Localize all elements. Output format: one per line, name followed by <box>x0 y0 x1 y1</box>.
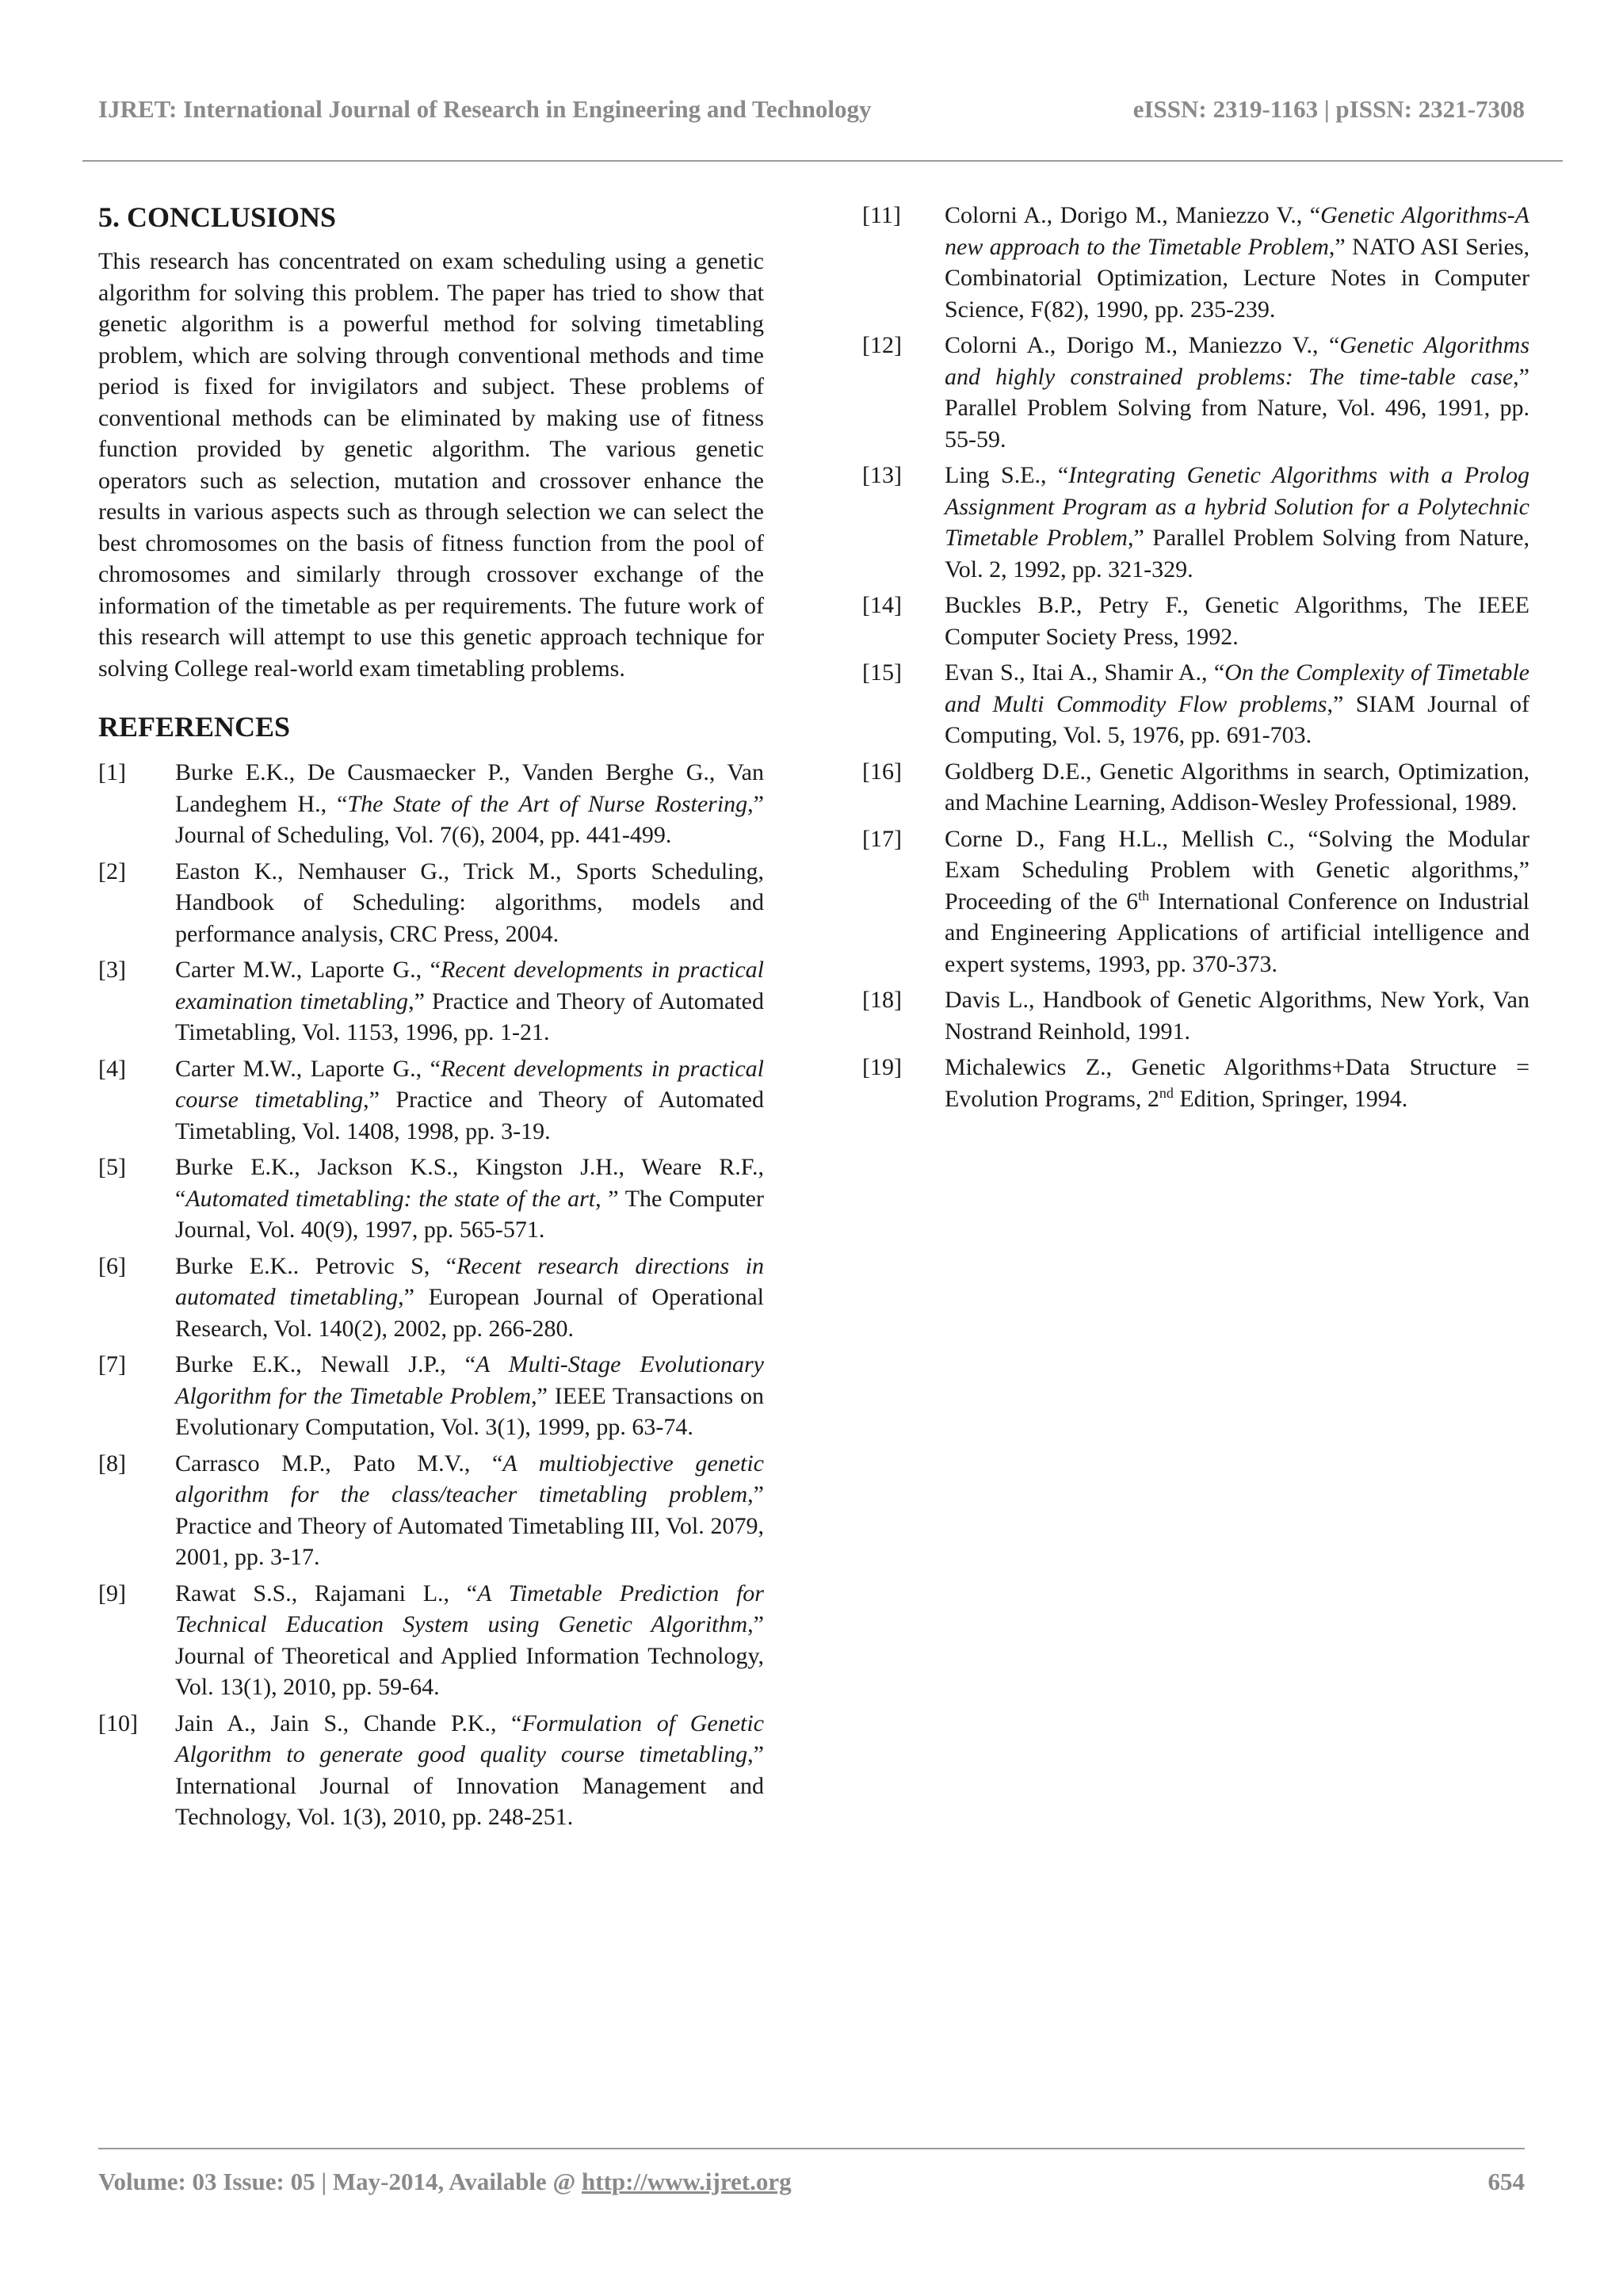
volume-info: Volume: 03 Issue: 05 | May-2014, Available @ http://www.ijret.org <box>98 2168 792 2195</box>
reference-item <box>862 756 1529 819</box>
reference-text: Goldberg D.E., Genetic Algorithms in search, Optimization, and Machine Learning, Addison-Wesley Professional, 1989. <box>945 758 1529 816</box>
reference-title: A multiobjective genetic algorithm for the class/teacher timetabling problem <box>175 1450 764 1507</box>
reference-number: [4] <box>98 1055 126 1082</box>
reference-title: Genetic Algorithms and highly constrained problems: The time-table case <box>945 332 1529 390</box>
reference-item <box>98 1448 764 1573</box>
reference-number: [16] <box>862 758 902 785</box>
reference-item <box>98 1251 764 1345</box>
reference-item <box>862 460 1529 585</box>
reference-title: Genetic Algorithms-A new approach to the Timetable Problem <box>945 202 1529 260</box>
reference-title: Recent developments in practical course timetabling <box>175 1055 764 1113</box>
reference-title: The State of the Art of Nurse Rostering <box>347 790 748 817</box>
reference-number: [5] <box>98 1154 126 1180</box>
reference-text: Rawat S.S., Rajamani L., “A Timetable Prediction for Technical Education System using Genetic Algorithm,” Journal of Theoretical and Applied Information Technology, Vol. 13(1), 2010, pp. 59-64. <box>175 1580 764 1700</box>
header-divider <box>82 160 1563 162</box>
reference-number: [13] <box>862 462 902 488</box>
left-column <box>98 200 764 1838</box>
reference-item <box>862 330 1529 455</box>
reference-item <box>98 856 764 950</box>
reference-item <box>862 984 1529 1047</box>
reference-item <box>862 200 1529 325</box>
journal-title: IJRET: International Journal of Research in Engineering and Technology <box>98 95 872 123</box>
reference-item <box>98 1053 764 1148</box>
reference-number: [6] <box>98 1252 126 1279</box>
reference-text: Carter M.W., Laporte G., “Recent developments in practical examination timetabling,” Practice and Theory of Automated Timetabling, Vol. 1153, 1996, pp. 1-21. <box>175 957 764 1045</box>
reference-number: [2] <box>98 858 126 884</box>
right-column <box>862 200 1529 1119</box>
reference-title: A Timetable Prediction for Technical Education System using Genetic Algorithm <box>175 1580 764 1637</box>
reference-title: On the Complexity of Timetable and Multi Commodity Flow problems <box>945 659 1530 717</box>
reference-number: [8] <box>98 1450 126 1477</box>
reference-number: [7] <box>98 1351 126 1377</box>
page-footer <box>98 2168 1525 2196</box>
reference-text: Carter M.W., Laporte G., “Recent developments in practical course timetabling,” Practice and Theory of Automated Timetabling, Vol. 1408, 1998, pp. 3-19. <box>175 1055 764 1144</box>
reference-item <box>98 1152 764 1246</box>
reference-number: [18] <box>862 987 902 1013</box>
reference-text: Colorni A., Dorigo M., Maniezzo V., “Genetic Algorithms-A new approach to the Timetable Problem,” NATO ASI Series, Combinatorial Optimization, Lecture Notes in Computer Science, F(82), 1990, pp. 235-239. <box>945 202 1529 323</box>
conclusions-paragraph: This research has concentrated on exam scheduling using a genetic algorithm for solving this problem. The paper has tried to show that genetic algorithm is a powerful method for solving timetabling problem, which are solving through conventional methods and time period is fixed for invigilators and subject. These problems of conventional methods can be eliminated by making use of fitness function provided by genetic algorithm. The various genetic operators such as selection, mutation and crossover enhance the results in various aspects such as through selection we can select the best chromosomes on the basis of fitness function from the pool of chromosomes and similarly through crossover exchange of the information of the timetable as per requirements. The future work of this research will attempt to use this genetic approach technique for solving College real-world exam timetabling problems. <box>98 248 764 682</box>
reference-number: [17] <box>862 825 902 852</box>
reference-title: Integrating Genetic Algorithms with a Prolog Assignment Program as a hybrid Solution for a Polytechnic Timetable Problem <box>945 462 1529 551</box>
reference-text: Burke E.K.. Petrovic S, “Recent research directions in automated timetabling,” European Journal of Operational Research, Vol. 140(2), 2002, pp. 266-280. <box>175 1252 765 1342</box>
reference-list-right <box>862 200 1529 1114</box>
reference-number: [1] <box>98 759 126 785</box>
reference-item <box>862 657 1529 751</box>
page-header <box>98 95 1525 124</box>
reference-text: Davis L., Handbook of Genetic Algorithms, New York, Van Nostrand Reinhold, 1991. <box>945 987 1529 1045</box>
journal-link[interactable]: http://www.ijret.org <box>582 2168 792 2195</box>
reference-number: [14] <box>862 592 902 618</box>
reference-text: Easton K., Nemhauser G., Trick M., Sports Scheduling, Handbook of Scheduling: algorithms, models and performance analysis, CRC Press, 2004. <box>175 858 764 947</box>
reference-item <box>98 954 764 1049</box>
reference-number: [10] <box>98 1710 138 1736</box>
reference-item <box>98 1578 764 1703</box>
reference-title: A Multi-Stage Evolutionary Algorithm for the Timetable Problem <box>175 1351 764 1409</box>
reference-text: Buckles B.P., Petry F., Genetic Algorithms, The IEEE Computer Society Press, 1992. <box>945 592 1529 650</box>
reference-number: [19] <box>862 1054 902 1080</box>
reference-text: Burke E.K., De Causmaecker P., Vanden Berghe G., Van Landeghem H., “The State of the Art of Nurse Rostering,” Journal of Scheduling, Vol. 7(6), 2004, pp. 441-499. <box>175 759 764 848</box>
reference-text: Carrasco M.P., Pato M.V., “A multiobjective genetic algorithm for the class/teacher timetabling problem,” Practice and Theory of Automated Timetabling III, Vol. 2079, 2001, pp. 3-17. <box>175 1450 764 1570</box>
reference-item <box>862 1052 1529 1114</box>
reference-text: Burke E.K., Jackson K.S., Kingston J.H., Weare R.F., “Automated timetabling: the state of the art, ” The Computer Journal, Vol. 40(9), 1997, pp. 565-571. <box>175 1154 764 1243</box>
reference-item <box>98 1708 764 1833</box>
reference-number: [15] <box>862 659 902 686</box>
conclusions-heading: 5. CONCLUSIONS <box>98 201 337 233</box>
reference-number: [12] <box>862 332 902 358</box>
reference-title: Automated timetabling: the state of the art <box>185 1185 596 1212</box>
reference-text: Corne D., Fang H.L., Mellish C., “Solving the Modular Exam Scheduling Problem with Genetic algorithms,” Proceeding of the 6th International Conference on Industrial and Engineering Applications of artificial intelligence and expert systems, 1993, pp. 370-373. <box>945 825 1529 977</box>
references-heading: REFERENCES <box>98 711 291 743</box>
reference-item <box>98 757 764 851</box>
page-number: 654 <box>1487 2168 1525 2195</box>
reference-item <box>862 823 1529 980</box>
reference-text: Colorni A., Dorigo M., Maniezzo V., “Genetic Algorithms and highly constrained problems: The time-table case,” Parallel Problem Solving from Nature, Vol. 496, 1991, pp. 55-59. <box>945 332 1529 453</box>
reference-title: Recent research directions in automated timetabling <box>175 1252 765 1310</box>
reference-item <box>98 1349 764 1443</box>
reference-list-left <box>98 757 764 1833</box>
reference-number: [3] <box>98 957 126 983</box>
reference-number: [11] <box>862 202 901 228</box>
reference-text: Ling S.E., “Integrating Genetic Algorithms with a Prolog Assignment Program as a hybrid Solution for a Polytechnic Timetable Problem,” Parallel Problem Solving from Nature, Vol. 2, 1992, pp. 321-329. <box>945 462 1529 583</box>
footer-divider <box>98 2148 1525 2149</box>
reference-title: Formulation of Genetic Algorithm to generate good quality course timetabling <box>175 1710 764 1767</box>
reference-number: [9] <box>98 1580 126 1606</box>
reference-text: Evan S., Itai A., Shamir A., “On the Complexity of Timetable and Multi Commodity Flow problems,” SIAM Journal of Computing, Vol. 5, 1976, pp. 691-703. <box>945 659 1530 748</box>
reference-text: Burke E.K., Newall J.P., “A Multi-Stage Evolutionary Algorithm for the Timetable Problem,” IEEE Transactions on Evolutionary Computation, Vol. 3(1), 1999, pp. 63-74. <box>175 1351 764 1440</box>
reference-title: Recent developments in practical examination timetabling <box>175 957 764 1014</box>
reference-text: Jain A., Jain S., Chande P.K., “Formulation of Genetic Algorithm to generate good quality course timetabling,” International Journal of Innovation Management and Technology, Vol. 1(3), 2010, pp. 248-251. <box>175 1710 764 1830</box>
issn-text: eISSN: 2319-1163 | pISSN: 2321-7308 <box>1132 95 1525 123</box>
reference-item <box>862 590 1529 652</box>
reference-text: Michalewics Z., Genetic Algorithms+Data Structure = Evolution Programs, 2nd Edition, Springer, 1994. <box>945 1054 1529 1112</box>
